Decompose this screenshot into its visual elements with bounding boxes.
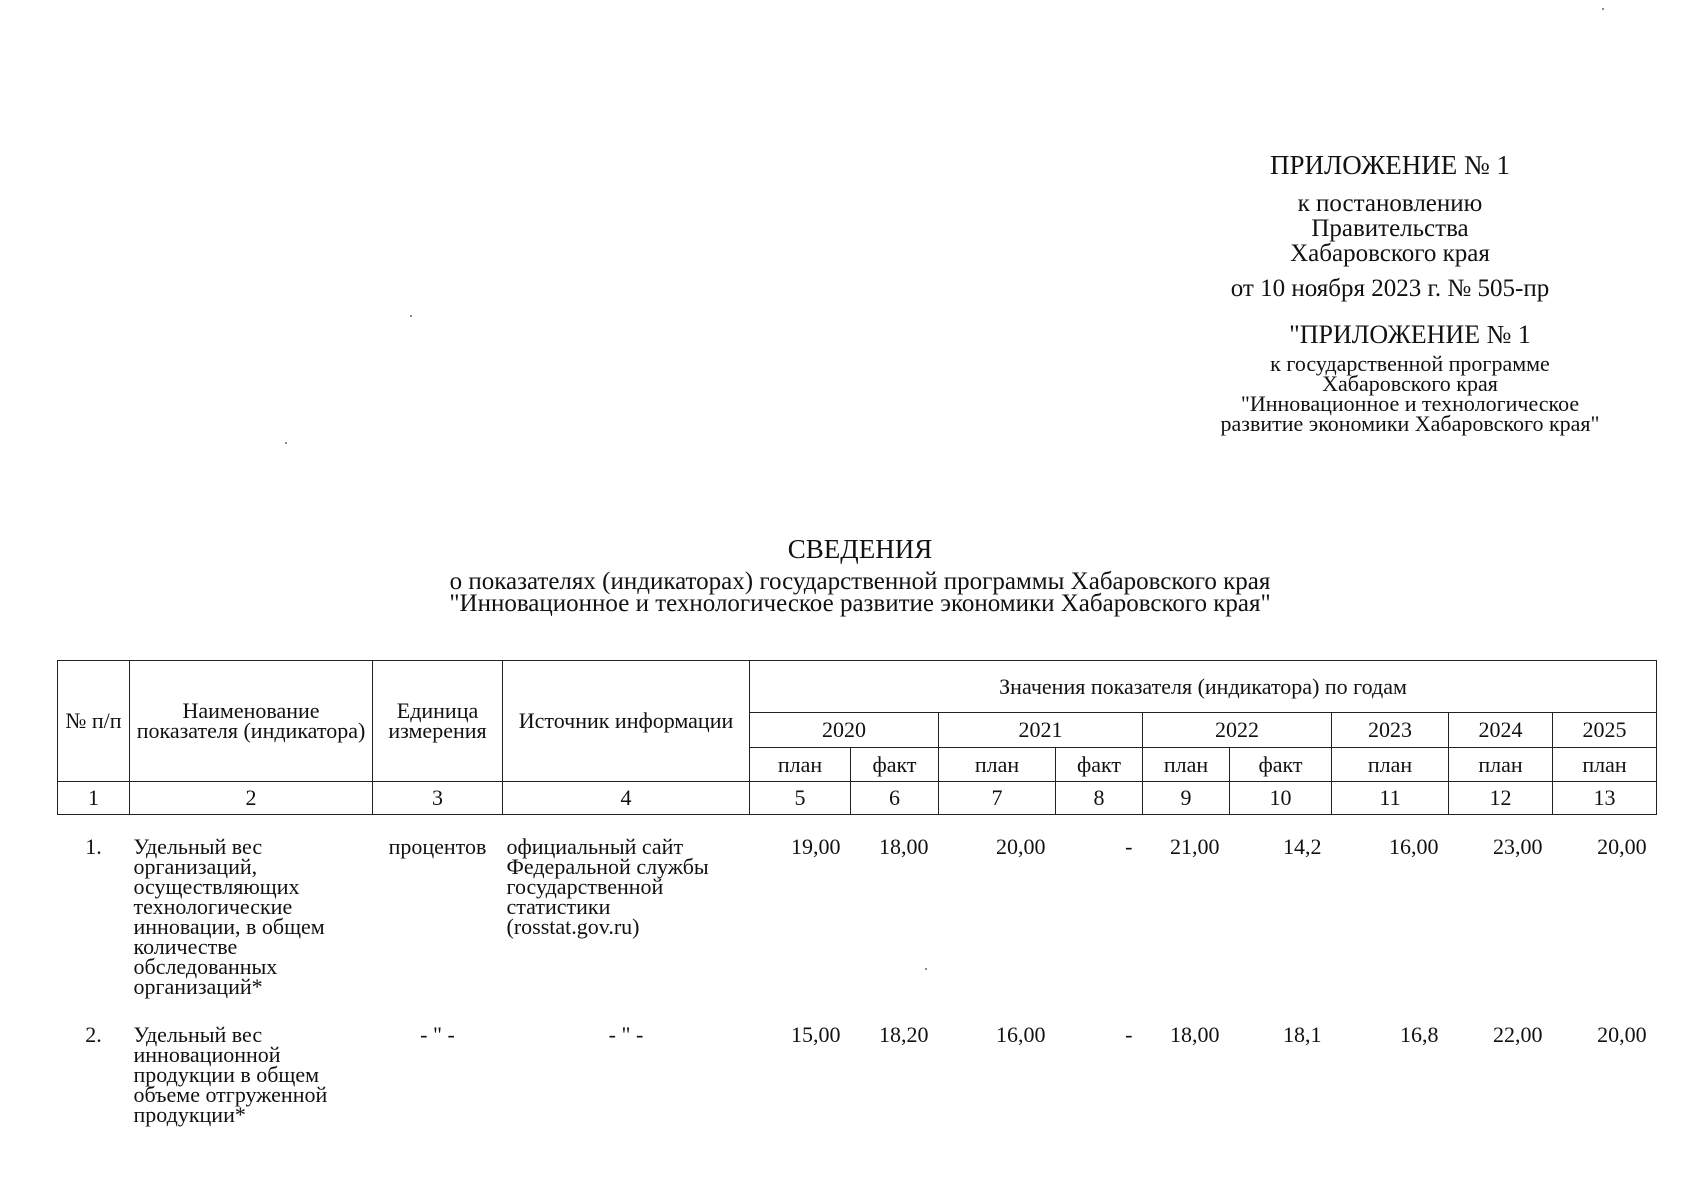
row-value: 20,00 (1597, 834, 1647, 859)
row-value: 16,00 (996, 1022, 1046, 1047)
row-value: 21,00 (1170, 834, 1220, 859)
table-body (58, 815, 1657, 1126)
header-values-group: Значения показателя (индикатора) по годам (750, 661, 1657, 713)
document-subtitle-1: о показателях (индикаторах) государственной программы Хабаровского края (449, 568, 1271, 595)
header-year-2022: 2022 (1143, 713, 1332, 748)
row-value: 19,00 (791, 834, 841, 859)
row-value: 18,00 (1170, 1022, 1220, 1047)
table-header (58, 661, 1657, 815)
column-number: 9 (1143, 782, 1230, 815)
header-plan: план (1143, 748, 1230, 782)
program-appendix-line-2: Хабаровского края (1322, 371, 1498, 396)
header-year-2020: 2020 (750, 713, 939, 748)
header-fact: факт (1230, 748, 1332, 782)
column-number: 5 (750, 782, 851, 815)
table-row (58, 1025, 1657, 1125)
row-unit: процентов (388, 834, 487, 859)
row-num: 2. (85, 1022, 102, 1047)
document-heading (0, 534, 1707, 615)
row-value: 20,00 (1597, 1022, 1647, 1047)
header-year-2023: 2023 (1332, 713, 1449, 748)
column-number: 7 (939, 782, 1056, 815)
header-year-2025: 2025 (1553, 713, 1657, 748)
header-plan: план (1332, 748, 1449, 782)
program-appendix-line-4: развитие экономики Хабаровского края" (1220, 411, 1600, 436)
scan-speck (1602, 8, 1604, 10)
row-value: 18,00 (879, 834, 929, 859)
column-number: 4 (503, 782, 750, 815)
header-fact: факт (851, 748, 939, 782)
header-plan: план (750, 748, 851, 782)
column-number: 8 (1056, 782, 1143, 815)
row-value: 20,00 (996, 834, 1046, 859)
row-value: 15,00 (791, 1022, 841, 1047)
scan-speck (925, 968, 927, 970)
appendix-line-3: Хабаровского края (1290, 240, 1490, 267)
row-num: 1. (85, 834, 102, 859)
row-value: 18,1 (1283, 1022, 1322, 1047)
appendix-line-2: Правительства (1311, 215, 1469, 242)
column-number: 11 (1332, 782, 1449, 815)
scan-speck (410, 315, 412, 317)
program-appendix-line-3: "Инновационное и технологическое (1240, 391, 1580, 416)
document-subtitle-2: "Инновационное и технологическое развитие экономики Хабаровского края" (449, 590, 1271, 617)
header-plan: план (1553, 748, 1657, 782)
row-value: 14,2 (1283, 834, 1322, 859)
header-source: Источник информации (503, 661, 750, 782)
indicators-table (57, 660, 1657, 1125)
column-number: 10 (1230, 782, 1332, 815)
row-value: 16,00 (1389, 834, 1439, 859)
column-number: 13 (1553, 782, 1657, 815)
row-unit: - " - (420, 1022, 455, 1047)
row-value: 16,8 (1400, 1022, 1439, 1047)
column-number: 12 (1449, 782, 1553, 815)
row-value: - (1125, 834, 1133, 859)
row-name: Удельный вес организаций, осуществляющих технологические инновации, в общем количестве обследованных организаций* (133, 834, 325, 999)
header-num: № п/п (58, 661, 130, 782)
row-source: официальный сайт Федеральной службы государственной статистики (rosstat.gov.ru) (506, 834, 709, 939)
document-title: СВЕДЕНИЯ (787, 534, 933, 564)
header-unit: Единица измерения (373, 661, 503, 782)
header-year-2024: 2024 (1449, 713, 1553, 748)
header-name: Наименование показателя (индикатора) (130, 661, 373, 782)
table-row (58, 837, 1657, 1001)
header-year-2021: 2021 (939, 713, 1143, 748)
header-plan: план (939, 748, 1056, 782)
appendix-line-1: к постановлению (1297, 190, 1483, 217)
row-value: 22,00 (1493, 1022, 1543, 1047)
appendix-header (1170, 150, 1610, 301)
row-source: - " - (608, 1022, 644, 1047)
header-fact: факт (1056, 748, 1143, 782)
appendix-title: ПРИЛОЖЕНИЕ № 1 (1269, 150, 1511, 180)
column-number: 2 (130, 782, 373, 815)
program-appendix-header (1180, 320, 1640, 434)
column-number: 3 (373, 782, 503, 815)
row-name: Удельный вес инновационной продукции в общем объеме отгруженной продукции* (133, 1022, 328, 1127)
column-number: 6 (851, 782, 939, 815)
program-appendix-line-1: к государственной программе (1270, 351, 1550, 376)
scan-speck (285, 442, 287, 444)
row-value: - (1125, 1022, 1133, 1047)
column-number: 1 (58, 782, 130, 815)
row-value: 23,00 (1493, 834, 1543, 859)
row-value: 18,20 (879, 1022, 929, 1047)
header-plan: план (1449, 748, 1553, 782)
program-appendix-title: "ПРИЛОЖЕНИЕ № 1 (1289, 320, 1531, 349)
appendix-date-line: от 10 ноября 2023 г. № 505-пр (1230, 275, 1550, 302)
